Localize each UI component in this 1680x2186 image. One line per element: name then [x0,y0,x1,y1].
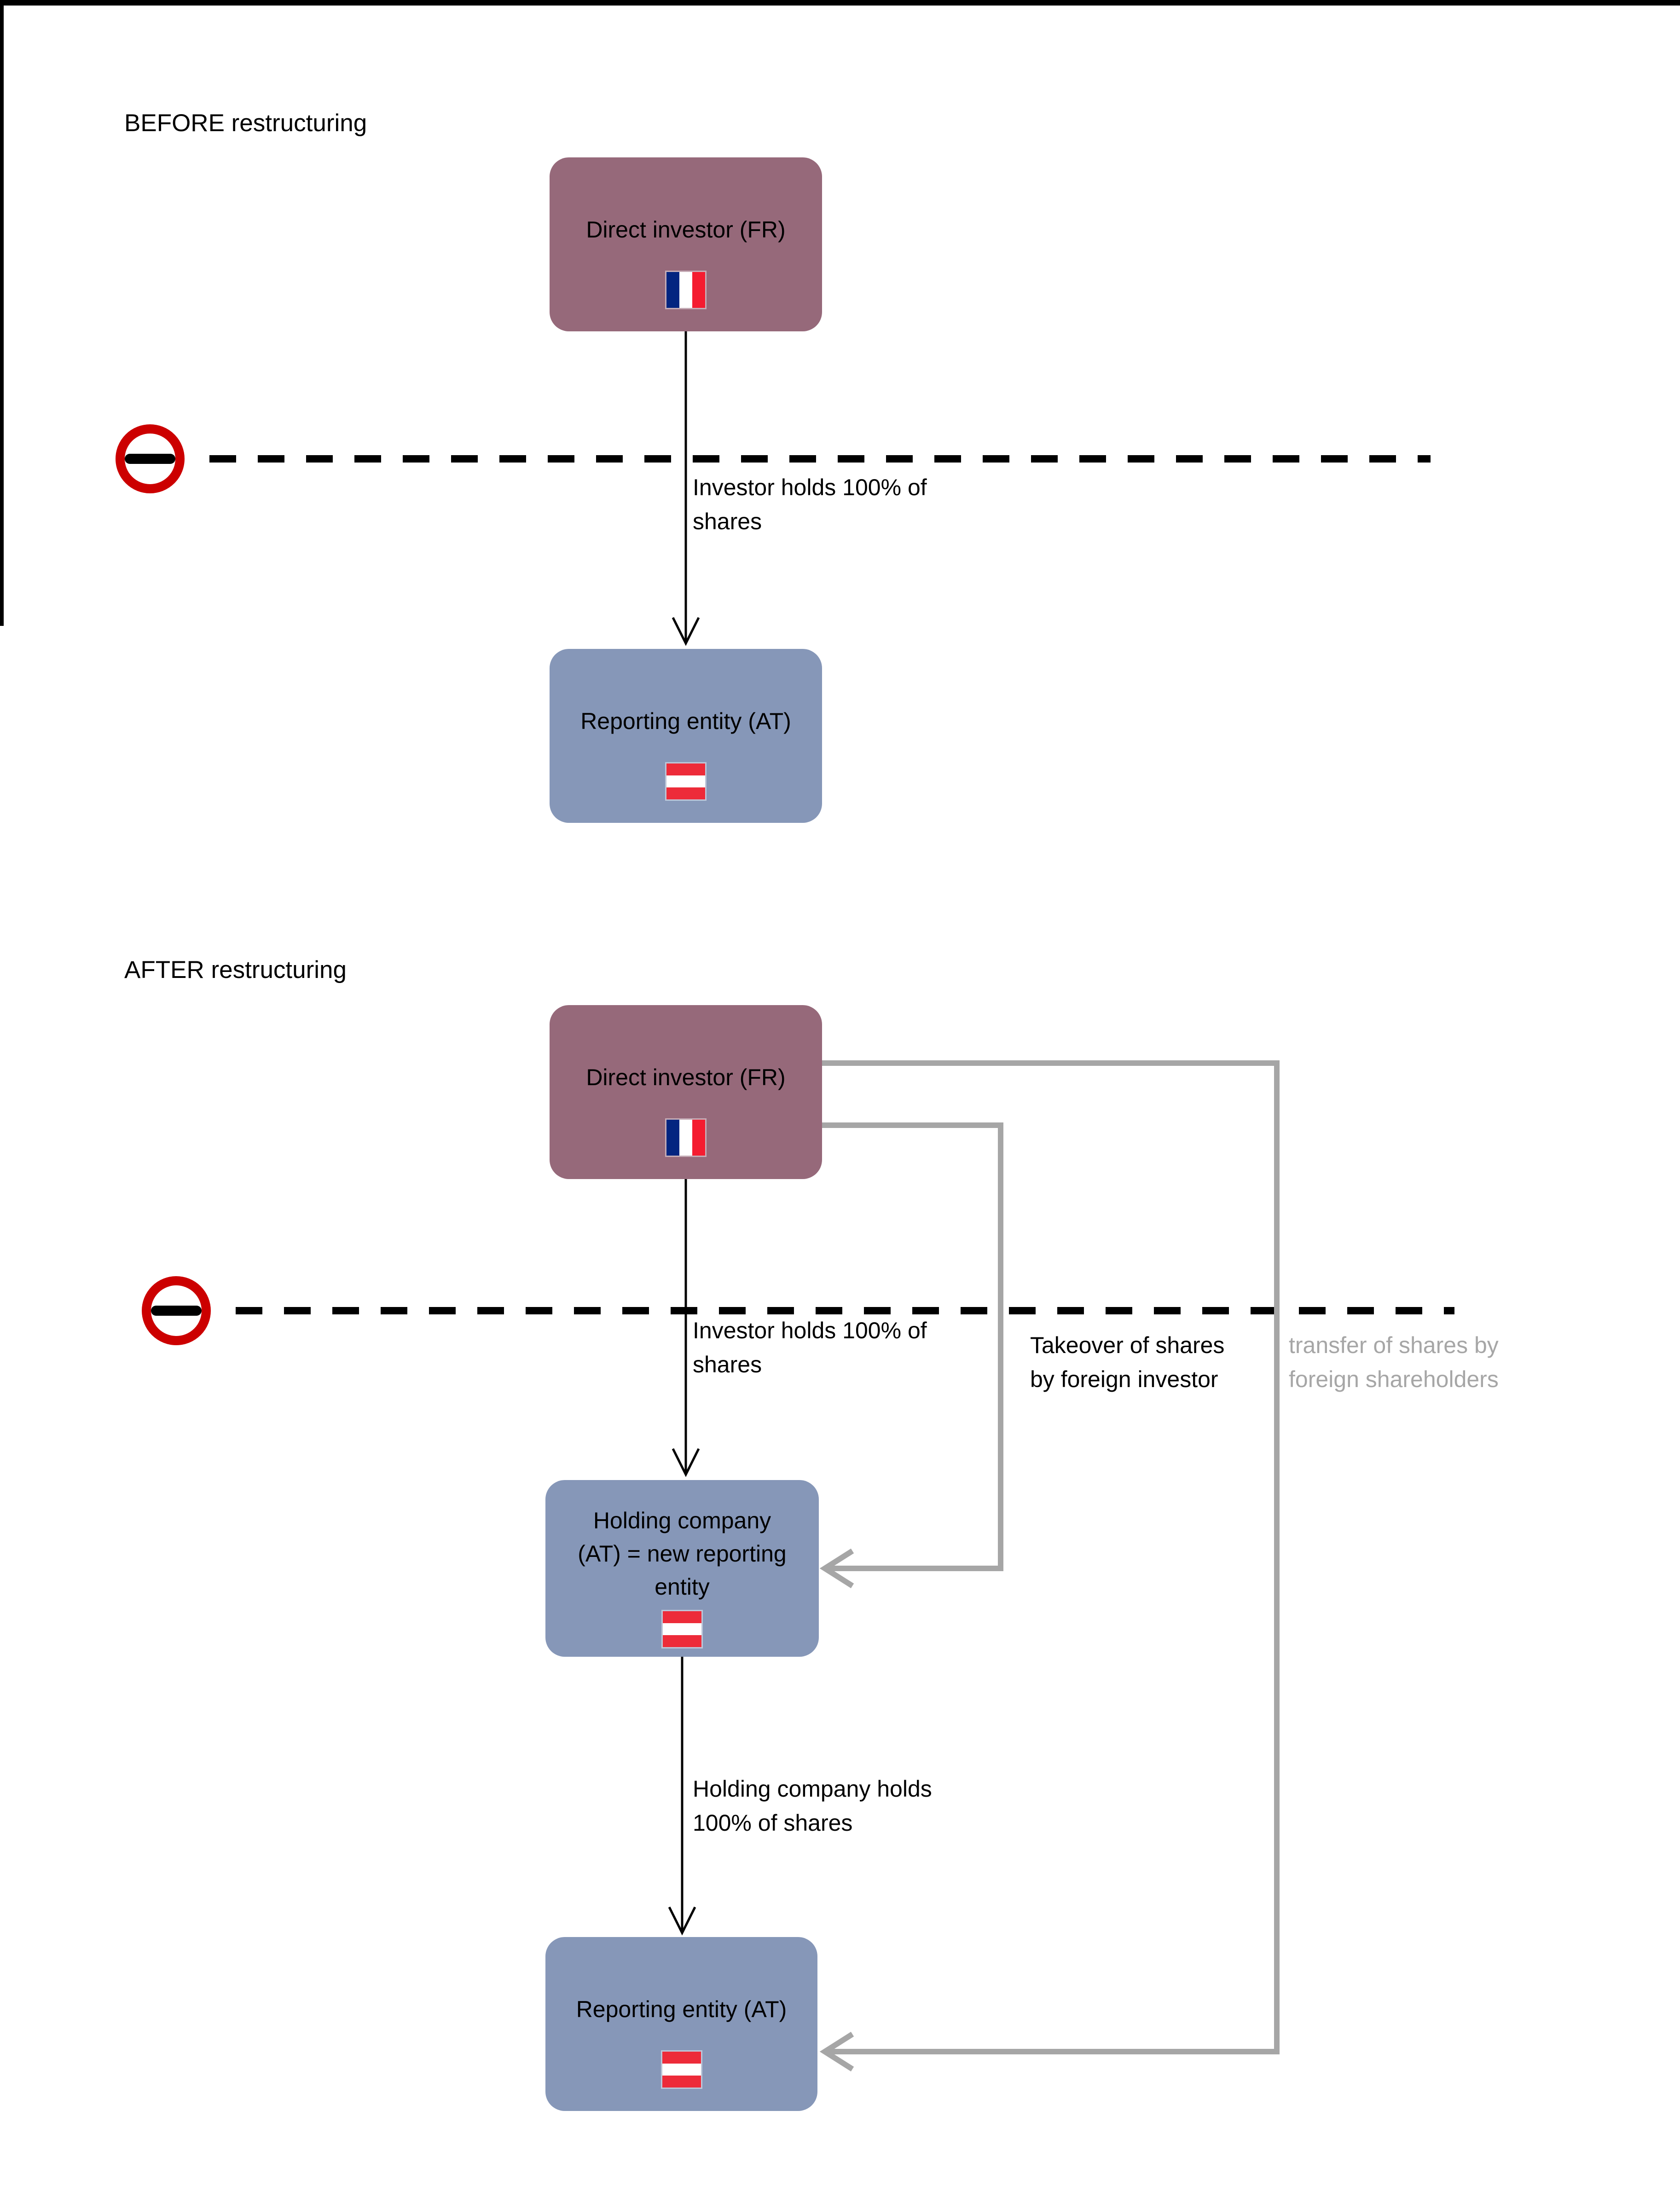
takeover-of-shares-label: Takeover of shares by foreign investor [1030,1332,1225,1392]
before-reporting-entity-label: Reporting entity (AT) [580,708,791,734]
after-holding-company-label: Holding company (AT) = new reporting entity [578,1508,787,1600]
after-holds-100-label: Investor holds 100% of shares [693,1318,927,1377]
austria-flag-icon [661,2050,702,2089]
after-section-title: AFTER restructuring [124,956,347,983]
holding-holds-100-label: Holding company holds 100% of shares [693,1776,932,1836]
transfer-of-shares-connector [822,1063,1277,2052]
before-direct-investor-label: Direct investor (FR) [586,217,786,243]
transfer-of-shares-label: transfer of shares by foreign shareholders [1289,1332,1499,1392]
no-entry-icon-after [146,1281,206,1341]
after-reporting-entity-label: Reporting entity (AT) [576,1996,787,2022]
before-reporting-entity-box [550,649,822,823]
austria-flag-icon [665,762,707,801]
no-entry-icon-before [120,429,180,489]
france-flag-icon [665,1118,707,1157]
austria-flag-icon [661,1610,703,1648]
after-holding-company-box [545,1480,819,1657]
before-holds-100-label: Investor holds 100% of shares [693,474,927,534]
after-reporting-entity-box [545,1937,817,2111]
before-direct-investor-box [550,157,822,331]
france-flag-icon [665,271,707,309]
before-section-title: BEFORE restructuring [124,110,367,137]
after-direct-investor-label: Direct investor (FR) [586,1064,786,1090]
after-direct-investor-box [550,1005,822,1179]
